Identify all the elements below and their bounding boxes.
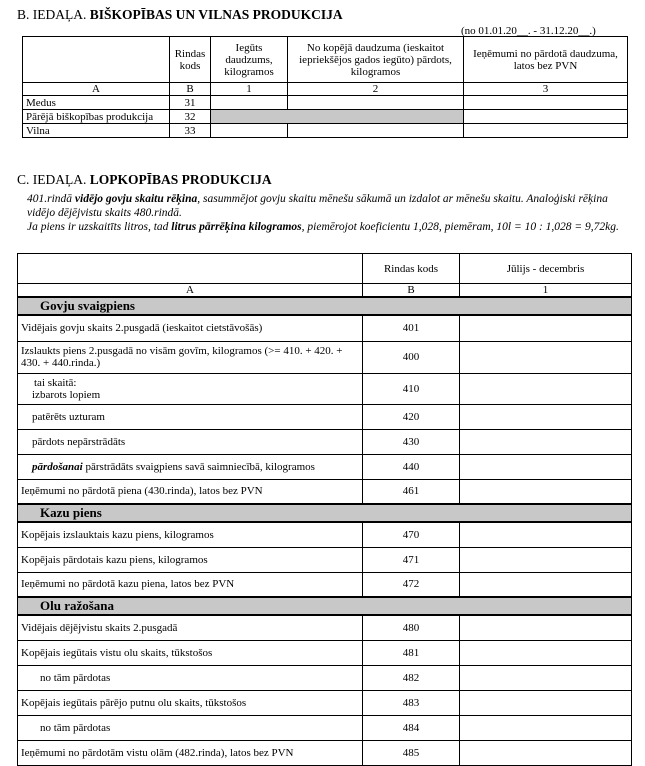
- b-header-col3: Ieņēmumi no pārdotā daudzuma, latos bez PVN: [464, 37, 628, 83]
- section-header-row: [18, 297, 632, 315]
- table-row: [18, 690, 632, 715]
- table-row: [18, 373, 632, 404]
- table-row: [18, 640, 632, 665]
- row-code: 400: [363, 341, 460, 373]
- input-cell[interactable]: [464, 124, 628, 138]
- row-code: 471: [363, 547, 460, 572]
- table-row: [18, 715, 632, 740]
- b-letter-a: A: [23, 83, 170, 96]
- c-letter-a: A: [18, 284, 363, 298]
- input-cell[interactable]: [288, 96, 464, 110]
- c-header-name: [18, 254, 363, 284]
- input-cell[interactable]: [288, 124, 464, 138]
- row-label: pārdots nepārstrādāts: [18, 429, 363, 454]
- table-row: [18, 572, 632, 597]
- table-row: [18, 740, 632, 765]
- table-row: [23, 110, 628, 124]
- b-letter-b: B: [170, 83, 211, 96]
- row-code: 482: [363, 665, 460, 690]
- table-row: [18, 665, 632, 690]
- table-row: [18, 404, 632, 429]
- input-cell[interactable]: [460, 479, 632, 504]
- input-cell[interactable]: [460, 690, 632, 715]
- row-label: Ieņēmumi no pārdotām vistu olām (482.rinda), latos bez PVN: [18, 740, 363, 765]
- row-label: Kopējais izslauktais kazu piens, kilogramos: [18, 522, 363, 547]
- input-cell[interactable]: [460, 315, 632, 341]
- b-header-code: Rindas kods: [170, 37, 211, 83]
- row-label: Ieņēmumi no pārdotā piena (430.rinda), latos bez PVN: [18, 479, 363, 504]
- input-cell[interactable]: [460, 640, 632, 665]
- section-c-note-1: 401.rindā vidējo govju skaitu rēķina, sasummējot govju skaitu mēnešu sākumā un izdalot ar mēnešu skaitu. Analoģiski rēķina vidējo dējējvistu skaits 480.rindā.: [27, 193, 608, 219]
- row-code: 484: [363, 715, 460, 740]
- b-header-name: [23, 37, 170, 83]
- input-cell[interactable]: [211, 124, 288, 138]
- row-label: tai skaitā: izbarots lopiem: [18, 373, 363, 404]
- b-letter-3: 3: [464, 83, 628, 96]
- table-row: [18, 429, 632, 454]
- section-b-title: B. IEDAĻA. BIŠKOPĪBAS UN VILNAS PRODUKCIJA: [17, 7, 343, 22]
- group-title: Govju svaigpiens: [18, 297, 632, 315]
- input-cell[interactable]: [464, 110, 628, 124]
- row-label: Izslaukts piens 2.pusgadā no visām govīm, kilogramos (>= 410. + 420. + 430. + 440.rinda.): [18, 341, 363, 373]
- input-cell[interactable]: [460, 454, 632, 479]
- input-cell[interactable]: [460, 740, 632, 765]
- table-row: [18, 315, 632, 341]
- row-label: Vilna: [23, 124, 170, 138]
- input-cell[interactable]: [460, 547, 632, 572]
- row-code: 481: [363, 640, 460, 665]
- section-header-row: [18, 597, 632, 615]
- table-row: [18, 615, 632, 640]
- table-row: [18, 522, 632, 547]
- section-b-table: [22, 36, 628, 138]
- row-code: 472: [363, 572, 460, 597]
- input-cell[interactable]: [460, 522, 632, 547]
- input-cell[interactable]: [211, 96, 288, 110]
- section-header-row: [18, 504, 632, 522]
- row-label: Vidējais govju skaits 2.pusgadā (ieskaitot cietstāvošās): [18, 315, 363, 341]
- row-label: Kopējais pārdotais kazu piens, kilogramos: [18, 547, 363, 572]
- row-code: 32: [170, 110, 211, 124]
- row-code: 33: [170, 124, 211, 138]
- row-code: 401: [363, 315, 460, 341]
- row-label: Pārējā biškopības produkcija: [23, 110, 170, 124]
- b-letter-1: 1: [211, 83, 288, 96]
- row-code: 440: [363, 454, 460, 479]
- table-row: [23, 96, 628, 110]
- row-label: Vidējais dējējvistu skaits 2.pusgadā: [18, 615, 363, 640]
- b-letter-2: 2: [288, 83, 464, 96]
- row-code: 483: [363, 690, 460, 715]
- section-c-table: [17, 253, 632, 766]
- row-code: 410: [363, 373, 460, 404]
- group-title: Kazu piens: [18, 504, 632, 522]
- row-label: Ieņēmumi no pārdotā kazu piena, latos bez PVN: [18, 572, 363, 597]
- input-cell[interactable]: [460, 341, 632, 373]
- row-code: 31: [170, 96, 211, 110]
- section-b-period: (no 01.01.20__. - 31.12.20__.): [461, 25, 596, 37]
- b-header-col1: Iegūts daudzums, kilogramos: [211, 37, 288, 83]
- group-title: Olu ražošana: [18, 597, 632, 615]
- row-label: no tām pārdotas: [18, 665, 363, 690]
- input-cell[interactable]: [460, 404, 632, 429]
- row-code: 480: [363, 615, 460, 640]
- c-letter-1: 1: [460, 284, 632, 298]
- table-row: [18, 547, 632, 572]
- c-header-col1: Jūlijs - decembris: [460, 254, 632, 284]
- row-label: pārdošanai pārstrādāts svaigpiens savā saimniecībā, kilogramos: [18, 454, 363, 479]
- c-letter-b: B: [363, 284, 460, 298]
- table-row: [23, 124, 628, 138]
- input-cell[interactable]: [460, 429, 632, 454]
- input-cell[interactable]: [464, 96, 628, 110]
- input-cell[interactable]: [460, 572, 632, 597]
- section-c-title: C. IEDAĻA. LOPKOPĪBAS PRODUKCIJA: [17, 172, 272, 187]
- row-label: no tām pārdotas: [18, 715, 363, 740]
- row-code: 420: [363, 404, 460, 429]
- row-code: 470: [363, 522, 460, 547]
- row-label: patērēts uzturam: [18, 404, 363, 429]
- b-header-col2: No kopējā daudzuma (ieskaitot iepriekšējos gados iegūto) pārdots, kilogramos: [288, 37, 464, 83]
- input-cell[interactable]: [460, 665, 632, 690]
- table-row: [18, 479, 632, 504]
- table-row: [18, 454, 632, 479]
- row-label: Medus: [23, 96, 170, 110]
- input-cell[interactable]: [460, 373, 632, 404]
- row-code: 430: [363, 429, 460, 454]
- input-cell[interactable]: [460, 715, 632, 740]
- c-header-code: Rindas kods: [363, 254, 460, 284]
- input-cell[interactable]: [460, 615, 632, 640]
- row-code: 485: [363, 740, 460, 765]
- disabled-cell: [211, 110, 464, 124]
- row-label: Kopējais iegūtais vistu olu skaits, tūkstošos: [18, 640, 363, 665]
- section-c-note-2: Ja piens ir uzskaitīts litros, tad litrus pārrēķina kilogramos, piemērojot koeficientu 1,028, piemēram, 10l = 10 : 1,028 = 9,72kg.: [27, 221, 619, 233]
- table-row: [18, 341, 632, 373]
- row-label: Kopējais iegūtais pārējo putnu olu skaits, tūkstošos: [18, 690, 363, 715]
- row-code: 461: [363, 479, 460, 504]
